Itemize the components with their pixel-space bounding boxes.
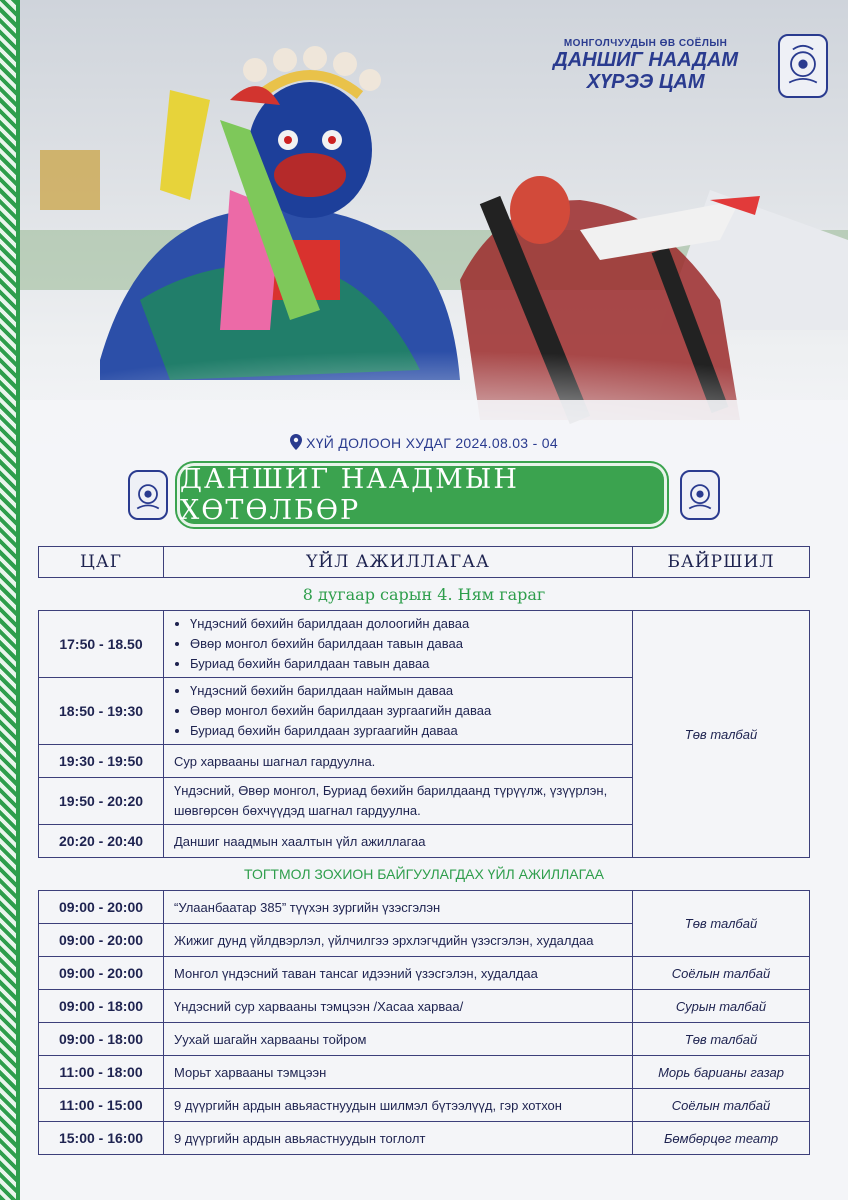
row-activity: Сур харвааны шагнал гардуулна. [164, 745, 633, 778]
hero-image-tsam-dancers [20, 0, 848, 470]
section-row [39, 578, 810, 611]
table-row [39, 891, 810, 924]
row-activity [164, 611, 633, 678]
section-title-regular: ТОГТМОЛ ЗОХИОН БАЙГУУЛАГДАХ ҮЙЛ АЖИЛЛАГАА [39, 858, 810, 891]
row-activity: Үндэсний сур харвааны тэмцээн /Хасаа харваа/ [164, 990, 633, 1023]
row-place: Төв талбай [633, 1023, 810, 1056]
row-time: 17:50 - 18.50 [39, 611, 164, 678]
program-title-banner [180, 466, 664, 524]
section-title-day: 8 дугаар сарын 4. Ням гараг [39, 578, 810, 611]
row-place: Бөмбөрцөг театр [633, 1122, 810, 1155]
row-time: 18:50 - 19:30 [39, 678, 164, 745]
row-place: Соёлын талбай [633, 1089, 810, 1122]
row-place: Морь барианы газар [633, 1056, 810, 1089]
header-time: ЦАГ [39, 547, 164, 578]
row-time: 20:20 - 20:40 [39, 825, 164, 858]
dharma-emblem-icon [778, 34, 828, 98]
row-activity: Үндэсний, Өвөр монгол, Буриад бөхийн барилдаанд түрүүлж, үзүүрлэн, шөвгөрсөн бөхчүүдэд шагнал гардуулна. [164, 778, 633, 825]
program-title: ДАНШИГ НААДМЫН ХӨТӨЛБӨР [180, 464, 519, 526]
row-time: 09:00 - 20:00 [39, 891, 164, 924]
table-row [39, 611, 810, 678]
decorative-side-stripe [0, 0, 20, 1200]
festival-logo [553, 38, 738, 93]
row-time: 09:00 - 20:00 [39, 957, 164, 990]
schedule-table [38, 546, 810, 1155]
table-row [39, 1122, 810, 1155]
row-activity: Монгол үндэсний таван тансаг идээний үзэсгэлэн, худалдаа [164, 957, 633, 990]
table-row [39, 957, 810, 990]
row-activity: Уухай шагайн харвааны тойром [164, 1023, 633, 1056]
row-activity: 9 дүүргийн ардын авьяастнуудын шилмэл бүтээлүүд, гэр хотхон [164, 1089, 633, 1122]
row-activity: Морьт харвааны тэмцээн [164, 1056, 633, 1089]
table-row [39, 1056, 810, 1089]
section-row [39, 858, 810, 891]
row-place: Сурын талбай [633, 990, 810, 1023]
event-location [0, 434, 848, 451]
table-header-row [39, 547, 810, 578]
list-item: • Буриад бөхийн барилдаан зургаагийн даваа [190, 721, 622, 741]
row-activity: 9 дүүргийн ардын авьяастнуудын тоглолт [164, 1122, 633, 1155]
row-activity: “Улаанбаатар 385” түүхэн зургийн үзэсгэлэн [164, 891, 633, 924]
row-time: 11:00 - 15:00 [39, 1089, 164, 1122]
map-pin-icon [290, 434, 302, 450]
row-time: 09:00 - 18:00 [39, 1023, 164, 1056]
table-row [39, 990, 810, 1023]
row-activity: Жижиг дунд үйлдвэрлэл, үйлчилгээ эрхлэгчдийн үзэсгэлэн, худалдаа [164, 924, 633, 957]
row-time: 15:00 - 16:00 [39, 1122, 164, 1155]
logo-subtitle: МОНГОЛЧУУДЫН ӨВ СОЁЛЫН [563, 38, 728, 49]
logo-title-line2: ХҮРЭЭ ЦАМ [586, 71, 705, 93]
list-item: • Өвөр монгол бөхийн барилдаан тавын даваа [190, 634, 622, 654]
list-item: • Үндэсний бөхийн барилдаан долоогийн даваа [190, 614, 622, 634]
row-time: 09:00 - 18:00 [39, 990, 164, 1023]
row-time: 09:00 - 20:00 [39, 924, 164, 957]
row-time: 19:50 - 20:20 [39, 778, 164, 825]
dharma-emblem-icon [680, 470, 720, 520]
table-row [39, 1089, 810, 1122]
row-time: 11:00 - 18:00 [39, 1056, 164, 1089]
row-time: 19:30 - 19:50 [39, 745, 164, 778]
table-row [39, 1023, 810, 1056]
row-activity [164, 678, 633, 745]
list-item: • Өвөр монгол бөхийн барилдаан зургаагийн даваа [190, 701, 622, 721]
dharma-emblem-icon [128, 470, 168, 520]
logo-title-line1: ДАНШИГ НААДАМ [553, 49, 738, 71]
list-item: • Буриад бөхийн барилдаан тавын даваа [190, 654, 622, 674]
header-activity: ҮЙЛ АЖИЛЛАГАА [164, 547, 633, 578]
location-text: ХҮЙ ДОЛООН ХУДАГ 2024.08.03 - 04 [306, 435, 558, 451]
row-activity: Даншиг наадмын хаалтын үйл ажиллагаа [164, 825, 633, 858]
row-place: Төв талбай [633, 611, 810, 858]
row-place: Соёлын талбай [633, 957, 810, 990]
row-place: Төв талбай [633, 891, 810, 957]
list-item: • Үндэсний бөхийн барилдаан наймын даваа [190, 681, 622, 701]
header-place: БАЙРШИЛ [633, 547, 810, 578]
